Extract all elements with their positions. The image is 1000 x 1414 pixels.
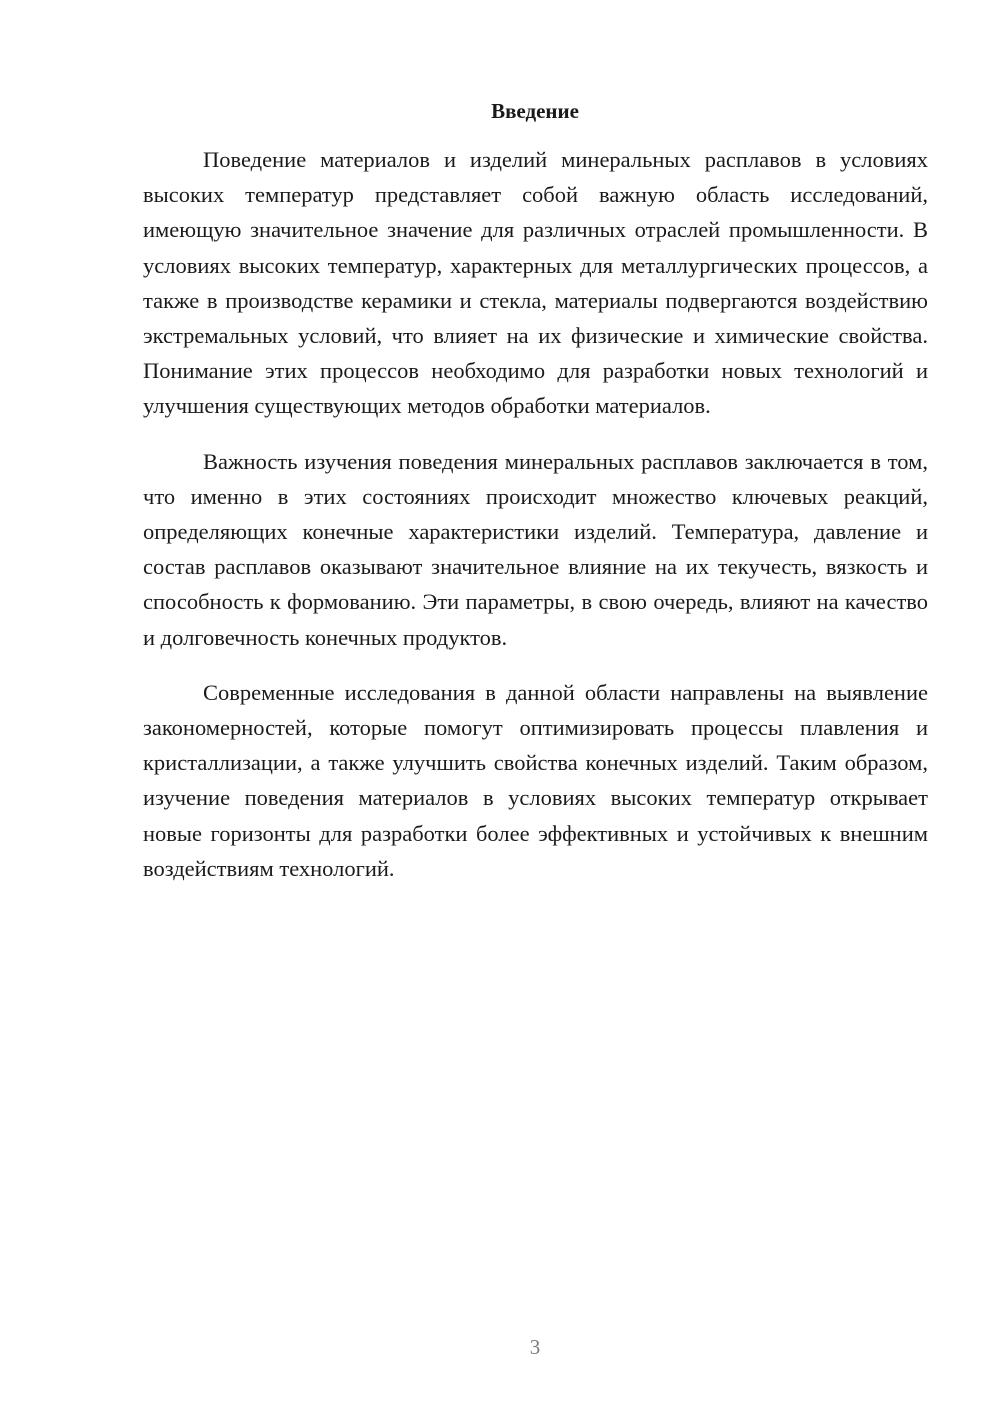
body-text: [143, 142, 928, 906]
page-number: 3: [529, 1335, 541, 1359]
paragraph-3: Современные исследования в данной области направлены на выявление закономерностей, которые помогут оптимизировать процессы плавления и кристаллизации, а также улучшить свойства конечных изделий. Таким образом, изучение поведения материалов в условиях высоких температур открывает новые горизонты для разработки более эффективных и устойчивых к внешним воздействиям технологий.: [143, 679, 928, 881]
paragraph-2: Важность изучения поведения минеральных расплавов заключается в том, что именно в этих состояниях происходит множество ключевых реакций, определяющих конечные характеристики изделий. Температура, давление и состав расплавов оказывают значительное влияние на их текучесть, вязкость и способность к формованию. Эти параметры, в свою очередь, влияют на качество и долговечность конечных продуктов.: [143, 448, 928, 650]
section-title: Введение: [491, 99, 579, 123]
paragraph-1: Поведение материалов и изделий минеральных расплавов в условиях высоких температур представляет собой важную область исследований, имеющую значительное значение для различных отраслей промышленности. В условиях высоких температур, характерных для металлургических процессов, а также в производстве керамики и стекла, материалы подвергаются воздействию экстремальных условий, что влияет на их физические и химические свойства. Понимание этих процессов необходимо для разработки новых технологий и улучшения существующих методов обработки материалов.: [143, 147, 928, 419]
